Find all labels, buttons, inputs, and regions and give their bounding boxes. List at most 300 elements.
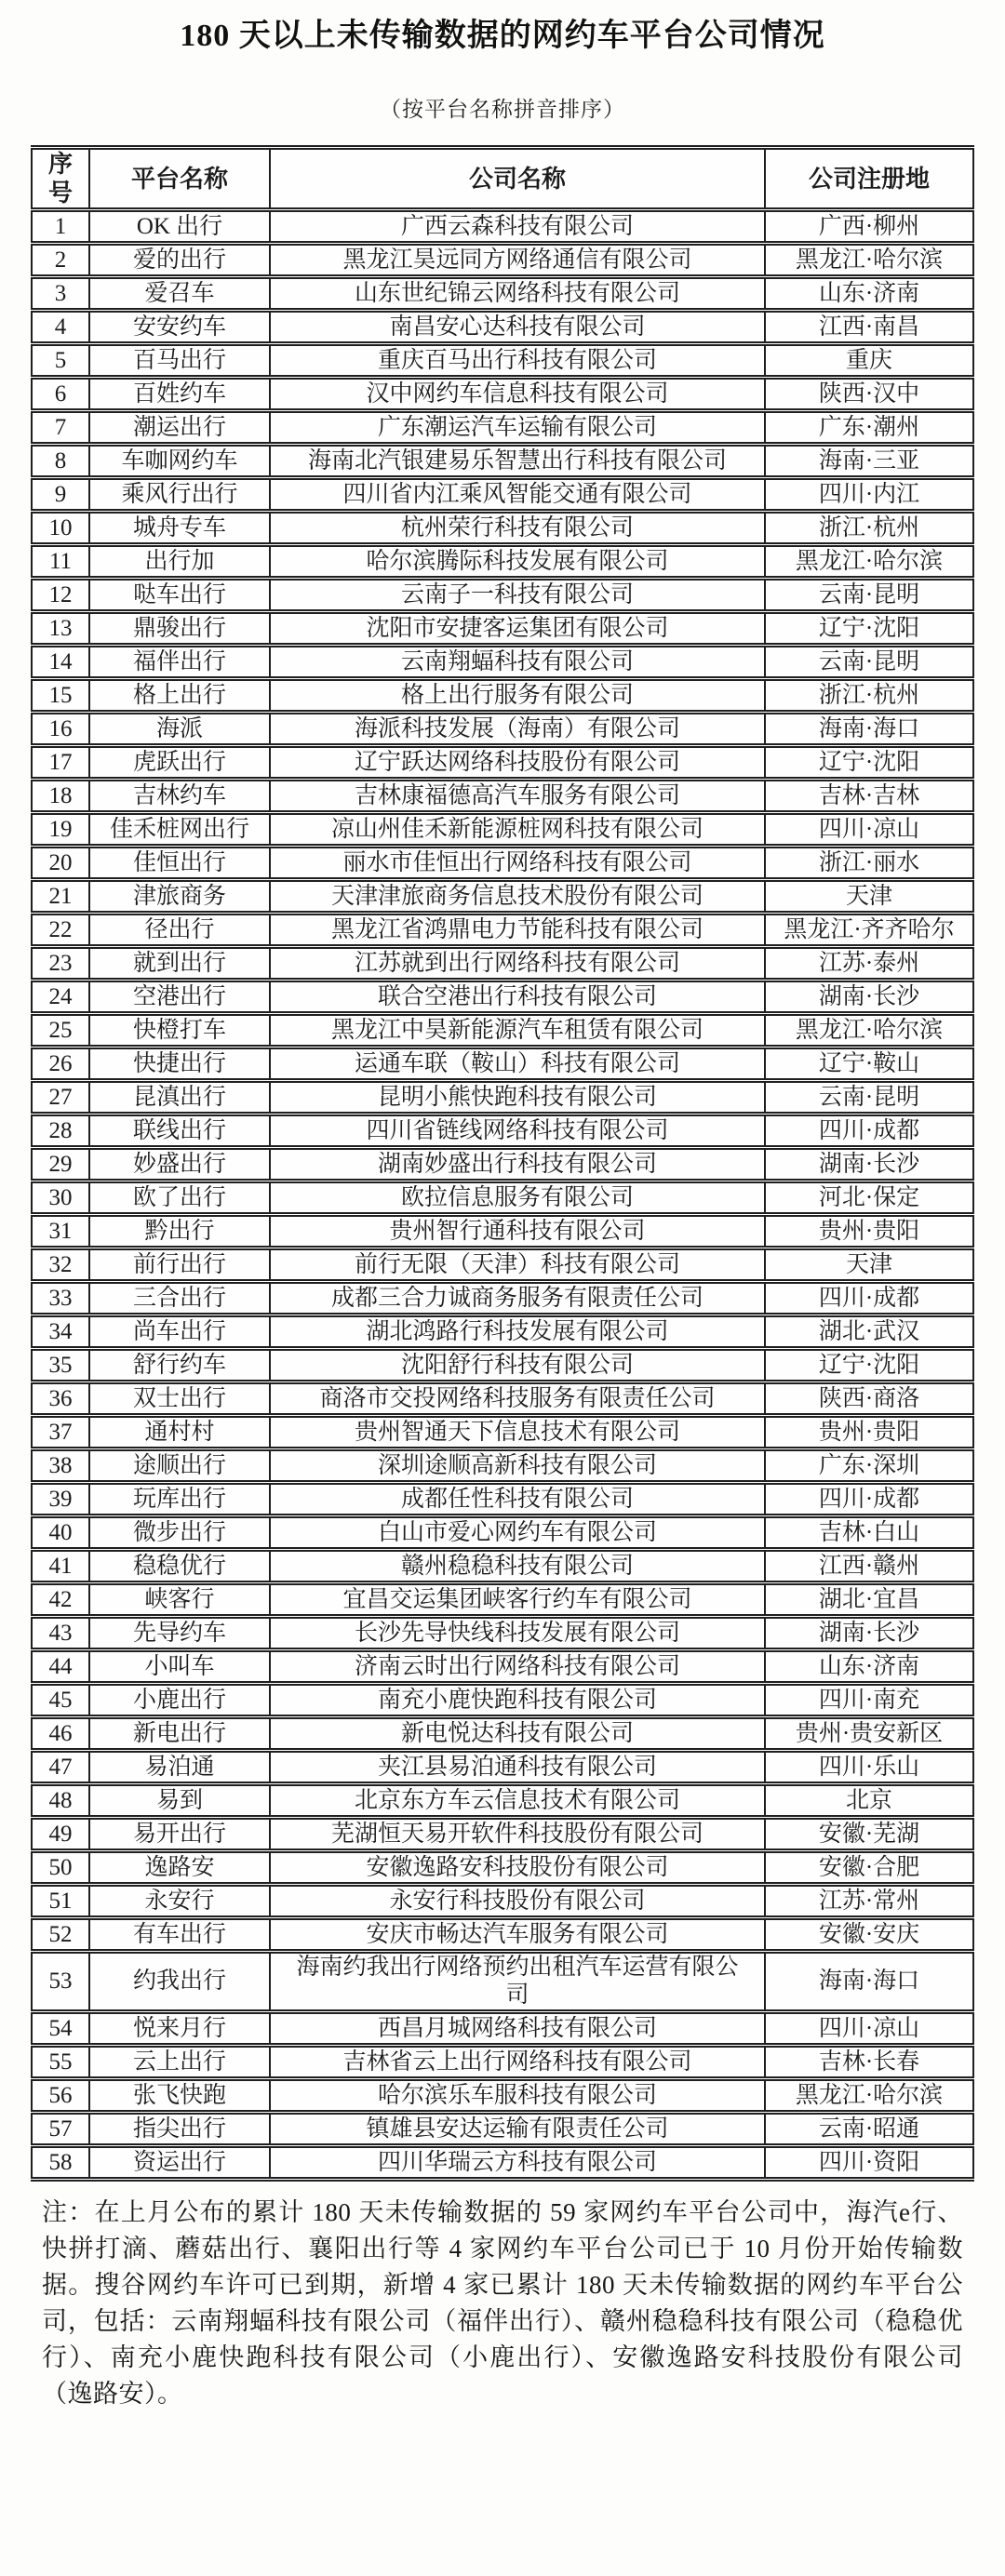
table-row — [32, 914, 973, 947]
cell-index: 25 — [32, 1014, 89, 1048]
cell-company: 成都三合力诚商务服务有限责任公司 — [270, 1282, 765, 1315]
table-row — [32, 679, 973, 713]
table-row — [32, 947, 973, 981]
cell-index: 55 — [32, 2046, 89, 2079]
cell-company: 广西云森科技有限公司 — [270, 210, 765, 244]
cell-company: 贵州智行通科技有限公司 — [270, 1215, 765, 1248]
cell-platform: 乘风行出行 — [89, 478, 270, 512]
cell-platform: 先导约车 — [89, 1617, 270, 1650]
table-row — [32, 344, 973, 378]
cell-index: 13 — [32, 612, 89, 646]
table-row — [32, 1114, 973, 1148]
cell-platform: 小叫车 — [89, 1650, 270, 1684]
cell-company: 赣州稳稳科技有限公司 — [270, 1550, 765, 1583]
header-company-name: 公司名称 — [270, 148, 765, 210]
cell-place: 安徽·安庆 — [765, 1918, 973, 1952]
cell-company: 云南子一科技有限公司 — [270, 579, 765, 612]
cell-platform: 津旅商务 — [89, 880, 270, 914]
table-row — [32, 1952, 973, 2012]
table-row — [32, 1684, 973, 1717]
table-row — [32, 378, 973, 411]
table-row — [32, 2079, 973, 2113]
table-row — [32, 1550, 973, 1583]
cell-place: 天津 — [765, 1248, 973, 1282]
table-row — [32, 1851, 973, 1885]
cell-platform: 妙盛出行 — [89, 1148, 270, 1181]
cell-platform: 快捷出行 — [89, 1048, 270, 1081]
cell-place: 广西·柳州 — [765, 210, 973, 244]
cell-company: 黑龙江昊远同方网络通信有限公司 — [270, 244, 765, 277]
cell-place: 四川·凉山 — [765, 813, 973, 847]
table-row — [32, 2046, 973, 2079]
cell-platform: 悦来月行 — [89, 2012, 270, 2046]
cell-company: 安徽逸路安科技股份有限公司 — [270, 1851, 765, 1885]
table-row — [32, 1751, 973, 1784]
cell-company: 镇雄县安达运输有限责任公司 — [270, 2113, 765, 2146]
cell-platform: 微步出行 — [89, 1516, 270, 1550]
table-row — [32, 2146, 973, 2180]
cell-index: 58 — [32, 2146, 89, 2180]
cell-index: 43 — [32, 1617, 89, 1650]
cell-platform: 昆滇出行 — [89, 1081, 270, 1114]
header-registration-place: 公司注册地 — [765, 148, 973, 210]
cell-index: 26 — [32, 1048, 89, 1081]
cell-platform: 百马出行 — [89, 344, 270, 378]
cell-company: 天津津旅商务信息技术股份有限公司 — [270, 880, 765, 914]
cell-platform: 鼎骏出行 — [89, 612, 270, 646]
cell-platform: 车咖网约车 — [89, 445, 270, 478]
cell-platform: 黔出行 — [89, 1215, 270, 1248]
cell-platform: 约我出行 — [89, 1952, 270, 2012]
cell-company: 商洛市交投网络科技服务有限责任公司 — [270, 1382, 765, 1416]
cell-platform: OK 出行 — [89, 210, 270, 244]
cell-company: 沈阳舒行科技有限公司 — [270, 1349, 765, 1382]
page-subtitle: （按平台名称拼音排序） — [380, 98, 625, 121]
cell-index: 16 — [32, 713, 89, 746]
cell-company: 吉林省云上出行网络科技有限公司 — [270, 2046, 765, 2079]
cell-company: 吉林康福德高汽车服务有限公司 — [270, 780, 765, 813]
cell-index: 49 — [32, 1818, 89, 1851]
cell-platform: 空港出行 — [89, 981, 270, 1014]
cell-place: 黑龙江·哈尔滨 — [765, 244, 973, 277]
cell-place: 湖北·宜昌 — [765, 1583, 973, 1617]
cell-place: 湖南·长沙 — [765, 981, 973, 1014]
cell-place: 湖南·长沙 — [765, 1617, 973, 1650]
cell-index: 7 — [32, 411, 89, 445]
cell-index: 53 — [32, 1952, 89, 2012]
cell-place: 辽宁·沈阳 — [765, 612, 973, 646]
cell-company: 广东潮运汽车运输有限公司 — [270, 411, 765, 445]
cell-index: 44 — [32, 1650, 89, 1684]
cell-platform: 佳禾桩网出行 — [89, 813, 270, 847]
cell-index: 56 — [32, 2079, 89, 2113]
cell-place: 海南·海口 — [765, 1952, 973, 2012]
cell-company: 新电悦达科技有限公司 — [270, 1717, 765, 1751]
cell-platform: 稳稳优行 — [89, 1550, 270, 1583]
cell-company: 贵州智通天下信息技术有限公司 — [270, 1416, 765, 1449]
cell-company: 重庆百马出行科技有限公司 — [270, 344, 765, 378]
table-row — [32, 445, 973, 478]
cell-place: 云南·昆明 — [765, 1081, 973, 1114]
cell-platform: 永安行 — [89, 1885, 270, 1918]
cell-place: 贵州·贵安新区 — [765, 1717, 973, 1751]
cell-company: 湖南妙盛出行科技有限公司 — [270, 1148, 765, 1181]
cell-company: 南充小鹿快跑科技有限公司 — [270, 1684, 765, 1717]
cell-index: 36 — [32, 1382, 89, 1416]
cell-company: 四川华瑞云方科技有限公司 — [270, 2146, 765, 2180]
cell-company: 四川省链线网络科技有限公司 — [270, 1114, 765, 1148]
cell-index: 28 — [32, 1114, 89, 1148]
cell-company: 芜湖恒天易开软件科技股份有限公司 — [270, 1818, 765, 1851]
cell-platform: 舒行约车 — [89, 1349, 270, 1382]
cell-place: 黑龙江·齐齐哈尔 — [765, 914, 973, 947]
cell-index: 17 — [32, 746, 89, 780]
cell-platform: 三合出行 — [89, 1282, 270, 1315]
cell-place: 陕西·汉中 — [765, 378, 973, 411]
cell-company: 海派科技发展（海南）有限公司 — [270, 713, 765, 746]
cell-platform: 安安约车 — [89, 311, 270, 344]
cell-company: 江苏就到出行网络科技有限公司 — [270, 947, 765, 981]
cell-place: 辽宁·沈阳 — [765, 746, 973, 780]
cell-index: 11 — [32, 545, 89, 579]
cell-platform: 吉林约车 — [89, 780, 270, 813]
cell-platform: 有车出行 — [89, 1918, 270, 1952]
cell-place: 黑龙江·哈尔滨 — [765, 545, 973, 579]
cell-company: 西昌月城网络科技有限公司 — [270, 2012, 765, 2046]
cell-place: 天津 — [765, 880, 973, 914]
cell-platform: 爱的出行 — [89, 244, 270, 277]
cell-platform: 新电出行 — [89, 1717, 270, 1751]
cell-platform: 格上出行 — [89, 679, 270, 713]
cell-platform: 百姓约车 — [89, 378, 270, 411]
cell-index: 57 — [32, 2113, 89, 2146]
table-row — [32, 1818, 973, 1851]
cell-place: 江苏·泰州 — [765, 947, 973, 981]
cell-company: 夹江县易泊通科技有限公司 — [270, 1751, 765, 1784]
cell-index: 47 — [32, 1751, 89, 1784]
cell-place: 北京 — [765, 1784, 973, 1818]
table-row — [32, 1181, 973, 1215]
table-row — [32, 244, 973, 277]
cell-platform: 径出行 — [89, 914, 270, 947]
cell-place: 广东·潮州 — [765, 411, 973, 445]
cell-company: 欧拉信息服务有限公司 — [270, 1181, 765, 1215]
cell-place: 湖北·武汉 — [765, 1315, 973, 1349]
cell-platform: 就到出行 — [89, 947, 270, 981]
table-row — [32, 1048, 973, 1081]
cell-platform: 指尖出行 — [89, 2113, 270, 2146]
cell-place: 四川·南充 — [765, 1684, 973, 1717]
cell-platform: 资运出行 — [89, 2146, 270, 2180]
table-row — [32, 277, 973, 311]
table-row — [32, 210, 973, 244]
cell-place: 贵州·贵阳 — [765, 1416, 973, 1449]
cell-place: 四川·成都 — [765, 1483, 973, 1516]
table-row — [32, 545, 973, 579]
cell-company: 安庆市畅达汽车服务有限公司 — [270, 1918, 765, 1952]
cell-index: 1 — [32, 210, 89, 244]
cell-index: 3 — [32, 277, 89, 311]
cell-company: 丽水市佳恒出行网络科技有限公司 — [270, 847, 765, 880]
cell-company: 黑龙江中昊新能源汽车租赁有限公司 — [270, 1014, 765, 1048]
cell-platform: 福伴出行 — [89, 646, 270, 679]
cell-index: 40 — [32, 1516, 89, 1550]
cell-index: 12 — [32, 579, 89, 612]
table-row — [32, 847, 973, 880]
cell-place: 四川·乐山 — [765, 1751, 973, 1784]
footnote: 注：在上月公布的累计 180 天未传输数据的 59 家网约车平台公司中，海汽e行、快拼打滴、蘑菇出行、襄阳出行等 4 家网约车平台公司已于 10 月份开始传输数据。搜谷网约车许可已到期，新增 4 家已累计 180 天未传输数据的网约车平台公司，包括：云南翔蝠科技有限公司（福伴出行）、赣州稳稳科技有限公司（稳稳优行）、南充小鹿快跑科技有限公司（小鹿出行）、安徽逸路安科技股份有限公司（逸路安）。 — [42, 2198, 963, 2409]
cell-company: 宜昌交运集团峡客行约车有限公司 — [270, 1583, 765, 1617]
cell-place: 四川·成都 — [765, 1282, 973, 1315]
table-row — [32, 981, 973, 1014]
cell-place: 云南·昆明 — [765, 579, 973, 612]
cell-place: 河北·保定 — [765, 1181, 973, 1215]
table-row — [32, 880, 973, 914]
cell-place: 江西·赣州 — [765, 1550, 973, 1583]
table-row — [32, 2012, 973, 2046]
cell-index: 52 — [32, 1918, 89, 1952]
cell-company: 汉中网约车信息科技有限公司 — [270, 378, 765, 411]
cell-platform: 海派 — [89, 713, 270, 746]
cell-platform: 快橙打车 — [89, 1014, 270, 1048]
cell-place: 山东·济南 — [765, 1650, 973, 1684]
cell-place: 重庆 — [765, 344, 973, 378]
cell-platform: 通村村 — [89, 1416, 270, 1449]
cell-platform: 云上出行 — [89, 2046, 270, 2079]
cell-company: 南昌安心达科技有限公司 — [270, 311, 765, 344]
cell-platform: 哒车出行 — [89, 579, 270, 612]
cell-index: 33 — [32, 1282, 89, 1315]
cell-index: 8 — [32, 445, 89, 478]
cell-platform: 易开出行 — [89, 1818, 270, 1851]
cell-company: 湖北鸿路行科技发展有限公司 — [270, 1315, 765, 1349]
cell-platform: 易到 — [89, 1784, 270, 1818]
cell-place: 辽宁·鞍山 — [765, 1048, 973, 1081]
page-title: 180 天以上未传输数据的网约车平台公司情况 — [180, 19, 825, 53]
cell-platform: 张飞快跑 — [89, 2079, 270, 2113]
table-row — [32, 646, 973, 679]
cell-company: 永安行科技股份有限公司 — [270, 1885, 765, 1918]
cell-platform: 联线出行 — [89, 1114, 270, 1148]
cell-place: 安徽·合肥 — [765, 1851, 973, 1885]
table-row — [32, 1315, 973, 1349]
cell-place: 海南·三亚 — [765, 445, 973, 478]
cell-index: 38 — [32, 1449, 89, 1483]
cell-company: 北京东方车云信息技术有限公司 — [270, 1784, 765, 1818]
table-header — [32, 148, 973, 210]
table-row — [32, 1416, 973, 1449]
cell-company: 前行无限（天津）科技有限公司 — [270, 1248, 765, 1282]
cell-index: 14 — [32, 646, 89, 679]
table-row — [32, 1717, 973, 1751]
cell-company: 白山市爱心网约车有限公司 — [270, 1516, 765, 1550]
cell-place: 吉林·白山 — [765, 1516, 973, 1550]
cell-company: 成都任性科技有限公司 — [270, 1483, 765, 1516]
cell-index: 22 — [32, 914, 89, 947]
header-platform-name: 平台名称 — [89, 148, 270, 210]
cell-index: 41 — [32, 1550, 89, 1583]
table-row — [32, 1282, 973, 1315]
cell-index: 50 — [32, 1851, 89, 1885]
table-row — [32, 1617, 973, 1650]
cell-company: 海南北汽银建易乐智慧出行科技有限公司 — [270, 445, 765, 478]
cell-index: 42 — [32, 1583, 89, 1617]
cell-platform: 峡客行 — [89, 1583, 270, 1617]
cell-company: 杭州荣行科技有限公司 — [270, 512, 765, 545]
cell-company: 运通车联（鞍山）科技有限公司 — [270, 1048, 765, 1081]
cell-platform: 途顺出行 — [89, 1449, 270, 1483]
table-row — [32, 1516, 973, 1550]
table-row — [32, 411, 973, 445]
cell-place: 四川·内江 — [765, 478, 973, 512]
cell-index: 21 — [32, 880, 89, 914]
table-row — [32, 1215, 973, 1248]
cell-index: 27 — [32, 1081, 89, 1114]
cell-company: 凉山州佳禾新能源桩网科技有限公司 — [270, 813, 765, 847]
cell-company: 长沙先导快线科技发展有限公司 — [270, 1617, 765, 1650]
cell-place: 浙江·丽水 — [765, 847, 973, 880]
table-row — [32, 1014, 973, 1048]
cell-index: 30 — [32, 1181, 89, 1215]
cell-company: 黑龙江省鸿鼎电力节能科技有限公司 — [270, 914, 765, 947]
cell-index: 51 — [32, 1885, 89, 1918]
cell-index: 10 — [32, 512, 89, 545]
cell-place: 山东·济南 — [765, 277, 973, 311]
cell-place: 江苏·常州 — [765, 1885, 973, 1918]
table-row — [32, 512, 973, 545]
cell-index: 24 — [32, 981, 89, 1014]
cell-index: 20 — [32, 847, 89, 880]
table-row — [32, 1349, 973, 1382]
cell-place: 陕西·商洛 — [765, 1382, 973, 1416]
cell-index: 39 — [32, 1483, 89, 1516]
cell-index: 23 — [32, 947, 89, 981]
table-header-row — [32, 148, 973, 210]
cell-place: 浙江·杭州 — [765, 679, 973, 713]
platform-table — [31, 145, 974, 2182]
cell-index: 32 — [32, 1248, 89, 1282]
cell-company: 昆明小熊快跑科技有限公司 — [270, 1081, 765, 1114]
cell-company: 深圳途顺高新科技有限公司 — [270, 1449, 765, 1483]
cell-platform: 玩库出行 — [89, 1483, 270, 1516]
table-row — [32, 1449, 973, 1483]
cell-company: 山东世纪锦云网络科技有限公司 — [270, 277, 765, 311]
cell-platform: 出行加 — [89, 545, 270, 579]
cell-company: 辽宁跃达网络科技股份有限公司 — [270, 746, 765, 780]
table-row — [32, 746, 973, 780]
cell-place: 吉林·吉林 — [765, 780, 973, 813]
cell-platform: 潮运出行 — [89, 411, 270, 445]
cell-place: 吉林·长春 — [765, 2046, 973, 2079]
cell-place: 广东·深圳 — [765, 1449, 973, 1483]
table-body — [32, 210, 973, 2180]
cell-place: 江西·南昌 — [765, 311, 973, 344]
cell-place: 安徽·芜湖 — [765, 1818, 973, 1851]
cell-platform: 爱召车 — [89, 277, 270, 311]
table-row — [32, 780, 973, 813]
cell-company: 济南云时出行网络科技有限公司 — [270, 1650, 765, 1684]
cell-platform: 尚车出行 — [89, 1315, 270, 1349]
cell-place: 四川·资阳 — [765, 2146, 973, 2180]
cell-index: 34 — [32, 1315, 89, 1349]
cell-index: 54 — [32, 2012, 89, 2046]
cell-place: 黑龙江·哈尔滨 — [765, 2079, 973, 2113]
cell-index: 29 — [32, 1148, 89, 1181]
table-row — [32, 1483, 973, 1516]
table-row — [32, 1885, 973, 1918]
cell-company: 四川省内江乘风智能交通有限公司 — [270, 478, 765, 512]
cell-index: 35 — [32, 1349, 89, 1382]
cell-platform: 易泊通 — [89, 1751, 270, 1784]
cell-company: 云南翔蝠科技有限公司 — [270, 646, 765, 679]
cell-place: 四川·成都 — [765, 1114, 973, 1148]
cell-company: 格上出行服务有限公司 — [270, 679, 765, 713]
cell-index: 6 — [32, 378, 89, 411]
cell-index: 31 — [32, 1215, 89, 1248]
cell-platform: 小鹿出行 — [89, 1684, 270, 1717]
cell-place: 辽宁·沈阳 — [765, 1349, 973, 1382]
cell-platform: 城舟专车 — [89, 512, 270, 545]
cell-index: 4 — [32, 311, 89, 344]
cell-place: 四川·凉山 — [765, 2012, 973, 2046]
table-row — [32, 311, 973, 344]
cell-index: 46 — [32, 1717, 89, 1751]
cell-index: 15 — [32, 679, 89, 713]
cell-platform: 前行出行 — [89, 1248, 270, 1282]
table-row — [32, 2113, 973, 2146]
cell-place: 贵州·贵阳 — [765, 1215, 973, 1248]
cell-index: 9 — [32, 478, 89, 512]
cell-platform: 虎跃出行 — [89, 746, 270, 780]
table-row — [32, 1650, 973, 1684]
cell-platform: 逸路安 — [89, 1851, 270, 1885]
cell-company: 联合空港出行科技有限公司 — [270, 981, 765, 1014]
cell-index: 37 — [32, 1416, 89, 1449]
cell-index: 45 — [32, 1684, 89, 1717]
cell-platform: 双士出行 — [89, 1382, 270, 1416]
table-row — [32, 1148, 973, 1181]
cell-company: 哈尔滨乐车服科技有限公司 — [270, 2079, 765, 2113]
table-row — [32, 612, 973, 646]
table-row — [32, 713, 973, 746]
cell-platform: 佳恒出行 — [89, 847, 270, 880]
cell-company: 海南约我出行网络预约出租汽车运营有限公司 — [270, 1952, 765, 2012]
table-row — [32, 1583, 973, 1617]
table-row — [32, 579, 973, 612]
header-row-index: 序号 — [32, 148, 89, 210]
cell-platform: 欧了出行 — [89, 1181, 270, 1215]
cell-place: 浙江·杭州 — [765, 512, 973, 545]
cell-place: 黑龙江·哈尔滨 — [765, 1014, 973, 1048]
cell-place: 湖南·长沙 — [765, 1148, 973, 1181]
table-row — [32, 1918, 973, 1952]
table-row — [32, 1382, 973, 1416]
cell-place: 海南·海口 — [765, 713, 973, 746]
cell-company: 哈尔滨腾际科技发展有限公司 — [270, 545, 765, 579]
cell-index: 19 — [32, 813, 89, 847]
cell-index: 5 — [32, 344, 89, 378]
cell-index: 18 — [32, 780, 89, 813]
table-row — [32, 1081, 973, 1114]
table-row — [32, 813, 973, 847]
table-row — [32, 1784, 973, 1818]
table-row — [32, 1248, 973, 1282]
cell-company: 沈阳市安捷客运集团有限公司 — [270, 612, 765, 646]
cell-place: 云南·昭通 — [765, 2113, 973, 2146]
cell-index: 2 — [32, 244, 89, 277]
cell-place: 云南·昆明 — [765, 646, 973, 679]
table-row — [32, 478, 973, 512]
